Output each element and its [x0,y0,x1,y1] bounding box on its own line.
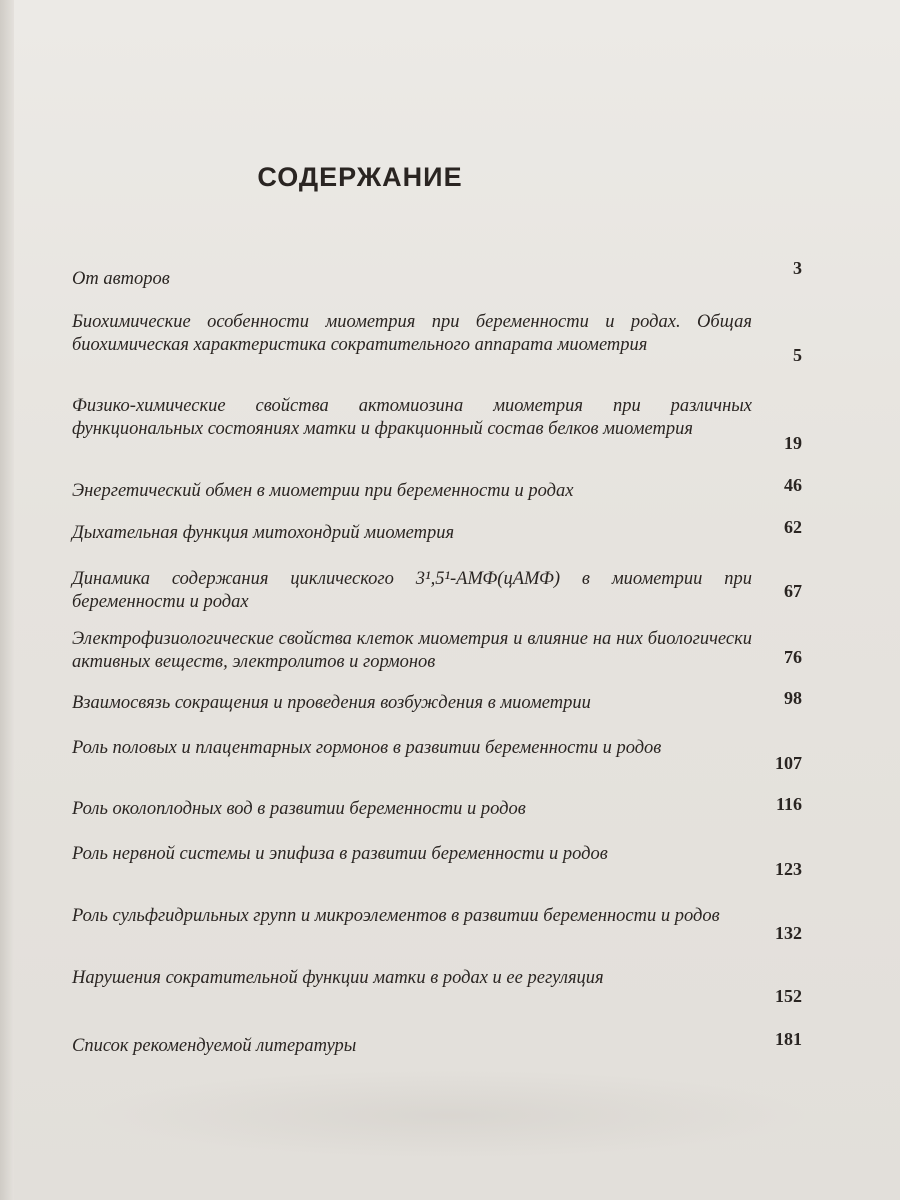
toc-entry-page: 76 [784,647,802,667]
toc-entry [72,737,812,773]
toc-entry-page: 181 [775,1029,802,1049]
toc-entry [72,475,812,503]
toc-entry [72,258,812,291]
toc-entry-title: Энергетический обмен в миометрии при беременности и родах [72,481,574,501]
toc-entry-page: 67 [784,581,802,601]
page-title: СОДЕРЖАНИЕ [257,162,463,192]
toc-entry-title: Физико-химические свойства актомиозина миометрия при различных функциональных состояниях матки и фракционный состав белков миометрия [72,396,752,439]
toc-entry-page: 152 [775,986,802,1006]
toc-entry-page: 132 [775,923,802,943]
toc-entry-page: 116 [775,794,802,814]
toc-entry-page: 3 [793,258,802,278]
toc-entry [72,1029,812,1058]
toc-entry [72,905,812,943]
toc-entry-title: Взаимосвязь сокращения и проведения возбуждения в миометрии [72,693,591,713]
toc-entry-page: 19 [784,433,802,453]
toc-entry-title: Список рекомендуемой литературы [72,1036,357,1056]
toc-entry-page: 62 [784,517,802,537]
toc-entry-title: Роль околоплодных вод в развитии беременности и родов [72,799,526,819]
toc-entry [72,517,812,545]
toc-entry-page: 107 [775,753,802,773]
toc-entry-title: Динамика содержания циклического 3¹,5¹-АМФ(цАМФ) в миометрии при беременности и родах [72,569,752,612]
toc-entry [72,395,812,453]
toc-entry-title: Роль сульфгидрильных групп и микроэлементов в развитии беременности и родов [72,906,720,926]
toc-entry-title: Нарушения сократительной функции матки в родах и ее регуляция [72,968,604,988]
toc-entry-page: 5 [793,345,802,365]
toc-entry-title: Роль половых и плацентарных гормонов в развитии беременности и родов [72,738,662,758]
toc-entry-page: 98 [784,688,802,708]
toc-entry [72,688,812,715]
toc-entry-title: Роль нервной системы и эпифиза в развитии беременности и родов [72,844,608,864]
toc-entry [72,311,812,365]
toc-entry-title: Электрофизиологические свойства клеток миометрия и влияние на них биологически активных веществ, электролитов и гормонов [72,629,752,672]
toc-entry-title: Биохимические особенности миометрия при беременности и родах. Общая биохимическая характеристика сократительного аппарата миометрия [72,312,752,355]
toc-entry [72,628,812,674]
toc-entry [72,967,812,1006]
toc-entry [72,843,812,879]
toc-entry [72,794,812,821]
toc-entry [72,568,812,614]
show-through-smudge [90,1070,810,1160]
toc-entry-page: 46 [784,475,802,495]
toc-entry-page: 123 [775,859,802,879]
toc-entry-title: Дыхательная функция митохондрий миометрия [72,523,455,543]
toc-entry-title: От авторов [72,269,170,289]
